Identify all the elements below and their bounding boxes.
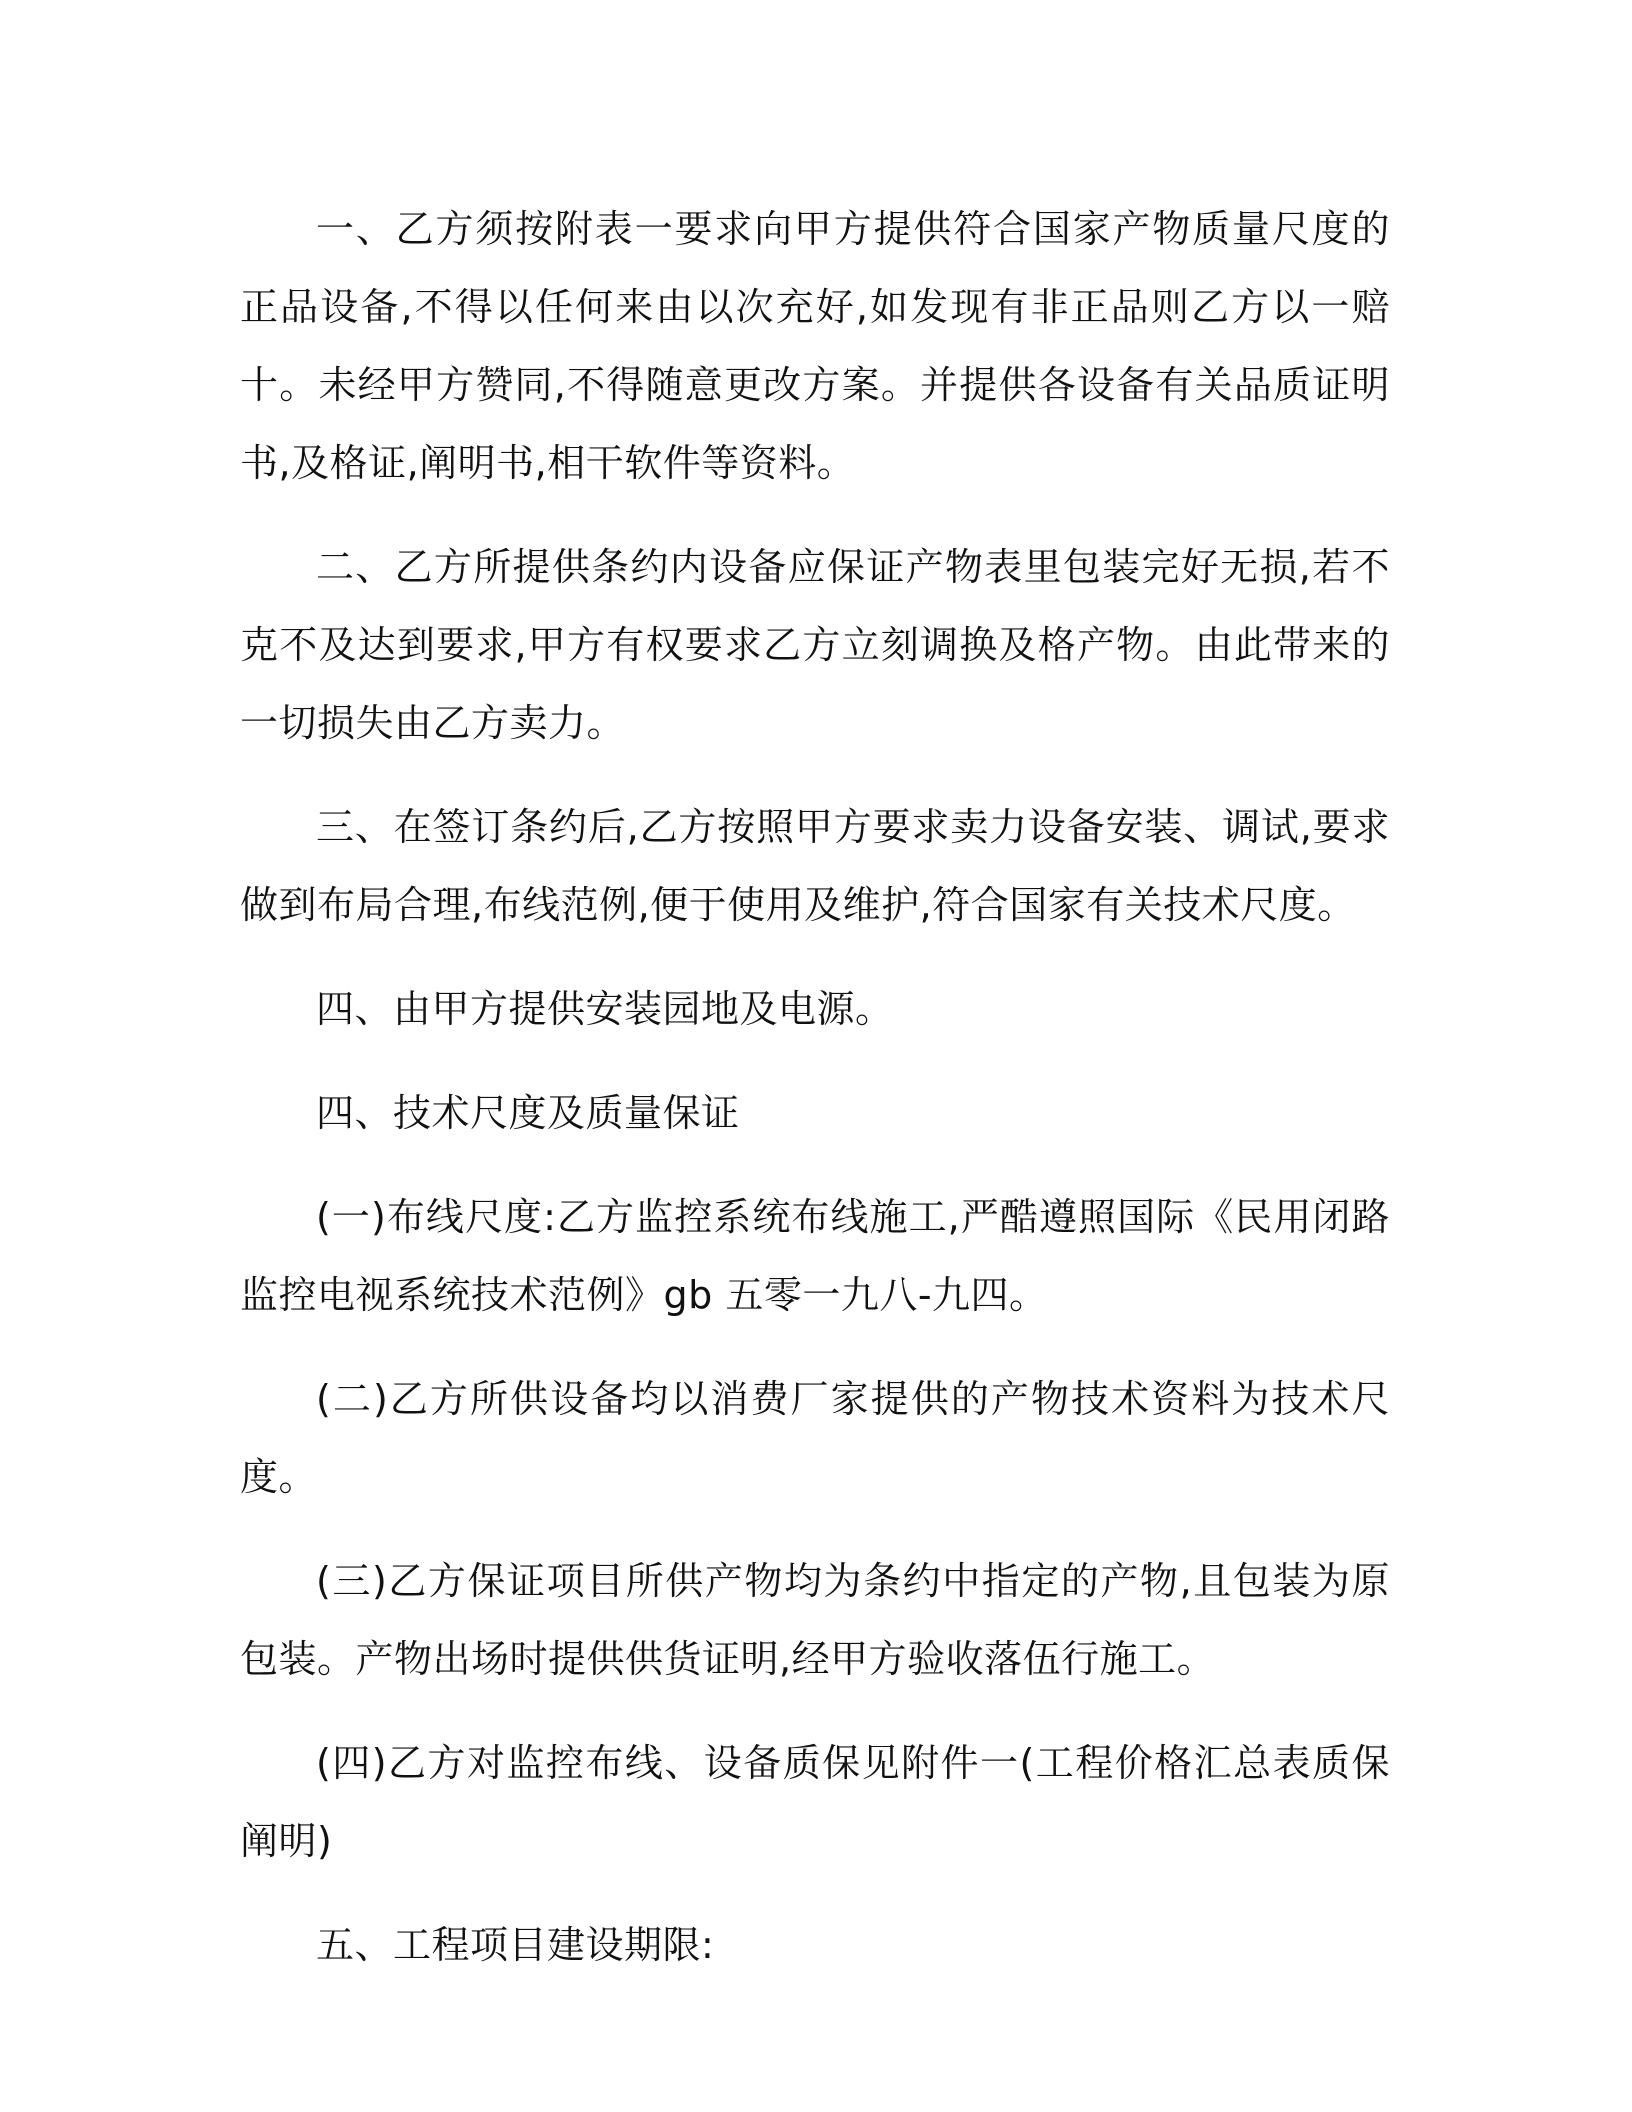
section-heading-construction-period: 五、工程项目建设期限: — [316, 1923, 715, 1967]
paragraph-clause-2: 二、乙方所提供条约内设备应保证产物表里包装完好无损,若不克不及达到要求,甲方有权要求乙方立刻调换及格产物。由此带来的一切损失由乙方卖力。 — [240, 545, 1390, 745]
paragraph-clause-4: 四、由甲方提供安装园地及电源。 — [316, 987, 894, 1031]
paragraph-clause-1: 一、乙方须按附表一要求向甲方提供符合国家产物质量尺度的正品设备,不得以任何来由以次充好,如发现有非正品则乙方以一赔十。未经甲方赞同,不得随意更改方案。并提供各设备有关品质证明书,及格证,阐明书,相干软件等资料。 — [240, 207, 1390, 485]
paragraph-subclause-3: (三)乙方保证项目所供产物均为条约中指定的产物,且包装为原包装。产物出场时提供供货证明,经甲方验收落伍行施工。 — [240, 1559, 1390, 1681]
paragraph-subclause-1: (一)布线尺度:乙方监控系统布线施工,严酷遵照国际《民用闭路监控电视系统技术范例》gb 五零一九八-九四。 — [240, 1195, 1390, 1317]
paragraph-subclause-4: (四)乙方对监控布线、设备质保见附件一(工程价格汇总表质保阐明) — [240, 1741, 1390, 1863]
paragraph-subclause-2: (二)乙方所供设备均以消费厂家提供的产物技术资料为技术尺度。 — [240, 1377, 1390, 1499]
document-body — [240, 190, 1390, 2010]
section-heading-technical-standards: 四、技术尺度及质量保证 — [316, 1091, 740, 1135]
paragraph-clause-3: 三、在签订条约后,乙方按照甲方要求卖力设备安装、调试,要求做到布局合理,布线范例,便于使用及维护,符合国家有关技术尺度。 — [240, 805, 1390, 927]
